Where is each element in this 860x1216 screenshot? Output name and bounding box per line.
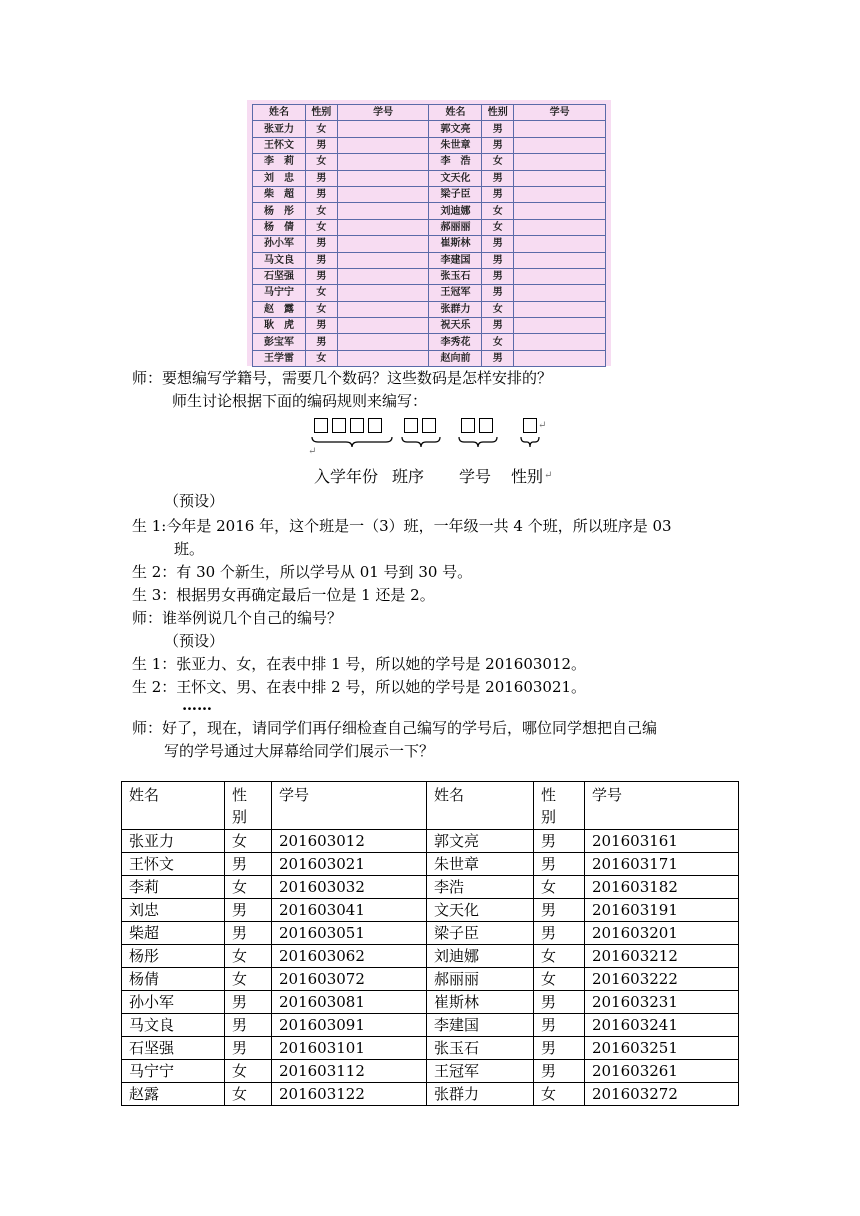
- table-row: [122, 899, 739, 922]
- roster-image-cell: [514, 285, 606, 301]
- table-cell: 郭文亮: [427, 830, 534, 853]
- table-cell: 男: [225, 922, 272, 945]
- table-row: [122, 830, 739, 853]
- roster-image-cell: 男: [305, 252, 337, 268]
- roster-image-cell: [514, 121, 606, 137]
- roster-image-header-cell: 姓名: [429, 105, 482, 121]
- roster-image-row: [253, 301, 606, 317]
- table-row: [122, 1037, 739, 1060]
- table-cell: 李浩: [427, 876, 534, 899]
- roster-image-cell: [337, 285, 429, 301]
- roster-image-row: [253, 137, 606, 153]
- roster-image-cell: 李建国: [429, 252, 482, 268]
- roster-image-header-cell: 姓名: [253, 105, 306, 121]
- table-row: [122, 1014, 739, 1037]
- teacher-question-1: 师：要想编写学籍号，需要几个数码？这些数码是怎样安排的？: [132, 369, 553, 387]
- roster-image-cell: [514, 301, 606, 317]
- table-cell: 郝丽丽: [427, 968, 534, 991]
- brace-number: [457, 436, 499, 448]
- table-cell: 女: [225, 876, 272, 899]
- discussion-intro: 师生讨论根据下面的编码规则来编写：: [172, 392, 428, 410]
- table-cell: 201603012: [272, 830, 427, 853]
- table-cell: 男: [534, 899, 585, 922]
- table-cell: 201603212: [585, 945, 739, 968]
- roster-image-cell: [337, 121, 429, 137]
- label-student-number: 学号: [459, 467, 492, 486]
- table-row: [122, 876, 739, 899]
- table-cell: 201603021: [272, 853, 427, 876]
- roster-image-row: [253, 170, 606, 186]
- roster-image-cell: 耿 虎: [253, 318, 306, 334]
- roster-image-cell: 男: [305, 170, 337, 186]
- digit-box: [368, 418, 382, 433]
- table-header-row: [122, 782, 739, 830]
- roster-image-cell: 男: [482, 318, 514, 334]
- roster-image-row: [253, 318, 606, 334]
- table-row: [122, 1083, 739, 1106]
- roster-image-header-cell: 性别: [482, 105, 514, 121]
- digit-box: [422, 418, 436, 433]
- teacher-instruction-cont: 写的学号通过大屏幕给同学们展示一下？: [164, 742, 435, 760]
- table-cell: 男: [534, 1037, 585, 1060]
- brace-year: [310, 436, 394, 448]
- roster-image-cell: 马文良: [253, 252, 306, 268]
- roster-image-cell: 柴 超: [253, 186, 306, 202]
- roster-image-table: [252, 104, 606, 367]
- table-cell: 男: [225, 1037, 272, 1060]
- roster-image-cell: [514, 334, 606, 350]
- table-cell: 201603072: [272, 968, 427, 991]
- table-cell: 201603062: [272, 945, 427, 968]
- table-cell: 刘迪娜: [427, 945, 534, 968]
- table-cell: 马文良: [122, 1014, 225, 1037]
- roster-image-cell: 男: [482, 121, 514, 137]
- table-row: [122, 945, 739, 968]
- roster-image: [247, 100, 611, 366]
- table-header-cell: 姓名: [122, 782, 225, 830]
- roster-image-row: [253, 219, 606, 235]
- table-row: [122, 968, 739, 991]
- roster-image-cell: 刘迪娜: [429, 203, 482, 219]
- roster-image-cell: [337, 219, 429, 235]
- roster-image-cell: [514, 318, 606, 334]
- roster-image-cell: [514, 203, 606, 219]
- roster-image-cell: 杨 彤: [253, 203, 306, 219]
- roster-image-cell: [337, 154, 429, 170]
- table-cell: 201603112: [272, 1060, 427, 1083]
- table-header-cell: 性 别: [225, 782, 272, 830]
- roster-image-cell: [514, 236, 606, 252]
- roster-image-cell: 女: [482, 334, 514, 350]
- label-gender: 性别: [511, 467, 544, 486]
- roster-image-cell: 马宁宁: [253, 285, 306, 301]
- roster-image-cell: [337, 301, 429, 317]
- roster-image-cell: 刘 忠: [253, 170, 306, 186]
- roster-image-cell: 祝天乐: [429, 318, 482, 334]
- student-number-table: [121, 781, 739, 1106]
- table-cell: 201603051: [272, 922, 427, 945]
- teacher-question-2: 师：谁举例说几个自己的编号？: [132, 609, 343, 627]
- roster-image-row: [253, 252, 606, 268]
- table-cell: 柴超: [122, 922, 225, 945]
- roster-image-cell: 张群力: [429, 301, 482, 317]
- table-cell: 男: [534, 1060, 585, 1083]
- roster-image-cell: 女: [305, 285, 337, 301]
- digit-box: [461, 418, 475, 433]
- roster-image-row: [253, 121, 606, 137]
- table-cell: 崔斯林: [427, 991, 534, 1014]
- roster-image-cell: 男: [305, 268, 337, 284]
- roster-image-row: [253, 236, 606, 252]
- table-cell: 女: [225, 830, 272, 853]
- table-cell: 201603182: [585, 876, 739, 899]
- table-cell: 李莉: [122, 876, 225, 899]
- table-cell: 男: [534, 830, 585, 853]
- table-cell: 女: [225, 1060, 272, 1083]
- table-cell: 杨倩: [122, 968, 225, 991]
- roster-image-cell: [514, 219, 606, 235]
- table-header-cell: 学号: [585, 782, 739, 830]
- table-cell: 女: [225, 968, 272, 991]
- roster-image-cell: 男: [305, 334, 337, 350]
- table-cell: 201603161: [585, 830, 739, 853]
- roster-image-cell: [337, 236, 429, 252]
- roster-image-cell: 女: [482, 154, 514, 170]
- roster-image-cell: 郭文亮: [429, 121, 482, 137]
- table-row: [122, 1060, 739, 1083]
- table-cell: 男: [534, 922, 585, 945]
- roster-image-cell: [337, 186, 429, 202]
- roster-image-cell: [514, 154, 606, 170]
- table-cell: 女: [534, 876, 585, 899]
- roster-image-cell: 男: [482, 350, 514, 366]
- return-arrow-icon: ↵: [308, 446, 317, 457]
- roster-image-cell: 赵 露: [253, 301, 306, 317]
- roster-image-cell: [514, 137, 606, 153]
- table-cell: 男: [534, 991, 585, 1014]
- table-cell: 文天化: [427, 899, 534, 922]
- roster-image-cell: 郝丽丽: [429, 219, 482, 235]
- table-cell: 马宁宁: [122, 1060, 225, 1083]
- table-cell: 201603261: [585, 1060, 739, 1083]
- table-cell: 男: [534, 853, 585, 876]
- table-cell: 201603032: [272, 876, 427, 899]
- roster-image-cell: 孙小军: [253, 236, 306, 252]
- digit-box: [332, 418, 346, 433]
- roster-image-row: [253, 154, 606, 170]
- table-cell: 石坚强: [122, 1037, 225, 1060]
- table-cell: 刘忠: [122, 899, 225, 922]
- label-class-order: 班序: [392, 467, 425, 486]
- roster-image-cell: 男: [482, 137, 514, 153]
- table-cell: 201603241: [585, 1014, 739, 1037]
- roster-image-cell: 男: [482, 268, 514, 284]
- roster-image-cell: 男: [482, 285, 514, 301]
- roster-image-cell: 李秀花: [429, 334, 482, 350]
- table-cell: 201603231: [585, 991, 739, 1014]
- roster-image-cell: 石坚强: [253, 268, 306, 284]
- roster-image-cell: 杨 倩: [253, 219, 306, 235]
- return-arrow-icon: ↵: [538, 420, 547, 431]
- label-enrollment-year: 入学年份: [314, 467, 379, 486]
- preset-label-1: （预设）: [164, 492, 225, 510]
- roster-image-cell: 王冠军: [429, 285, 482, 301]
- roster-image-cell: [337, 318, 429, 334]
- table-cell: 201603041: [272, 899, 427, 922]
- table-cell: 女: [534, 1083, 585, 1106]
- roster-image-cell: 女: [305, 219, 337, 235]
- roster-image-header-cell: 学号: [514, 105, 606, 121]
- table-cell: 朱世章: [427, 853, 534, 876]
- roster-image-cell: [514, 170, 606, 186]
- roster-image-cell: 男: [482, 170, 514, 186]
- roster-image-cell: 张玉石: [429, 268, 482, 284]
- digit-box: [404, 418, 418, 433]
- roster-image-cell: 男: [305, 186, 337, 202]
- roster-image-cell: [514, 350, 606, 366]
- table-cell: 女: [534, 945, 585, 968]
- roster-image-cell: [514, 252, 606, 268]
- table-header-cell: 姓名: [427, 782, 534, 830]
- brace-gender: [519, 436, 541, 448]
- table-header-cell: 性 别: [534, 782, 585, 830]
- student-answer-2: 生 2：有 30 个新生，所以学号从 01 号到 30 号。: [132, 563, 473, 581]
- digit-box: [314, 418, 328, 433]
- example-answer-1: 生 1：张亚力、女，在表中排 1 号，所以她的学号是 201603012。: [132, 655, 587, 673]
- table-cell: 女: [534, 968, 585, 991]
- roster-image-cell: 李 莉: [253, 154, 306, 170]
- table-cell: 201603251: [585, 1037, 739, 1060]
- roster-image-cell: 女: [305, 121, 337, 137]
- student-answer-1: 生 1:今年是 2016 年，这个班是一（3）班，一年级一共 4 个班，所以班序是 03: [132, 517, 672, 535]
- table-cell: 梁子臣: [427, 922, 534, 945]
- digit-box: [479, 418, 493, 433]
- roster-image-cell: 女: [482, 203, 514, 219]
- table-header-cell: 学号: [272, 782, 427, 830]
- roster-image-row: [253, 203, 606, 219]
- roster-image-cell: 女: [482, 219, 514, 235]
- roster-image-cell: 男: [305, 318, 337, 334]
- roster-image-cell: 男: [482, 186, 514, 202]
- roster-image-cell: 女: [305, 154, 337, 170]
- roster-image-cell: 王怀文: [253, 137, 306, 153]
- table-cell: 201603272: [585, 1083, 739, 1106]
- table-cell: 男: [225, 991, 272, 1014]
- roster-image-cell: [337, 203, 429, 219]
- roster-image-row: [253, 334, 606, 350]
- roster-image-cell: 男: [482, 252, 514, 268]
- roster-image-cell: [337, 334, 429, 350]
- roster-image-row: [253, 186, 606, 202]
- student-answer-1-cont: 班。: [174, 540, 205, 558]
- roster-image-cell: 朱世章: [429, 137, 482, 153]
- roster-image-cell: [337, 268, 429, 284]
- table-cell: 李建国: [427, 1014, 534, 1037]
- roster-image-row: [253, 268, 606, 284]
- return-arrow-icon: ↵: [544, 470, 553, 481]
- student-answer-3: 生 3：根据男女再确定最后一位是 1 还是 2。: [132, 586, 435, 604]
- table-cell: 张亚力: [122, 830, 225, 853]
- table-cell: 赵露: [122, 1083, 225, 1106]
- roster-image-cell: [337, 252, 429, 268]
- roster-image-cell: 女: [305, 203, 337, 219]
- example-answer-2: 生 2：王怀文、男、在表中排 2 号，所以她的学号是 201603021。: [132, 678, 587, 696]
- table-cell: 杨彤: [122, 945, 225, 968]
- roster-image-cell: [514, 268, 606, 284]
- roster-image-header: [253, 105, 606, 121]
- table-cell: 201603101: [272, 1037, 427, 1060]
- table-cell: 孙小军: [122, 991, 225, 1014]
- table-cell: 男: [225, 853, 272, 876]
- roster-image-cell: 崔斯林: [429, 236, 482, 252]
- table-cell: 王冠军: [427, 1060, 534, 1083]
- roster-image-body: [253, 121, 606, 367]
- table-cell: 张群力: [427, 1083, 534, 1106]
- table-cell: 男: [225, 1014, 272, 1037]
- table-cell: 201603091: [272, 1014, 427, 1037]
- teacher-instruction: 师：好了，现在，请同学们再仔细检查自己编写的学号后，哪位同学想把自己编: [132, 719, 658, 737]
- roster-image-row: [253, 285, 606, 301]
- roster-image-cell: 女: [482, 301, 514, 317]
- roster-image-cell: [514, 186, 606, 202]
- table-cell: 201603222: [585, 968, 739, 991]
- table-cell: 男: [225, 899, 272, 922]
- roster-image-row: [253, 350, 606, 366]
- roster-image-cell: 赵向前: [429, 350, 482, 366]
- digit-box: [350, 418, 364, 433]
- student-number-table-body: [122, 782, 739, 1106]
- roster-image-cell: 男: [305, 236, 337, 252]
- roster-image-cell: 彭宝军: [253, 334, 306, 350]
- table-cell: 王怀文: [122, 853, 225, 876]
- roster-image-cell: 男: [482, 236, 514, 252]
- table-cell: 张玉石: [427, 1037, 534, 1060]
- roster-image-cell: 张亚力: [253, 121, 306, 137]
- roster-image-header-cell: 性别: [305, 105, 337, 121]
- ellipsis: ……: [182, 696, 212, 714]
- roster-image-header-cell: 学号: [337, 105, 429, 121]
- table-row: [122, 853, 739, 876]
- table-cell: 201603171: [585, 853, 739, 876]
- table-cell: 201603191: [585, 899, 739, 922]
- roster-image-cell: 李 浩: [429, 154, 482, 170]
- roster-image-cell: 梁子臣: [429, 186, 482, 202]
- table-cell: 201603081: [272, 991, 427, 1014]
- table-cell: 男: [534, 1014, 585, 1037]
- brace-class: [400, 436, 442, 448]
- roster-image-cell: [337, 137, 429, 153]
- roster-image-cell: 文天化: [429, 170, 482, 186]
- table-cell: 201603201: [585, 922, 739, 945]
- roster-image-cell: 王学雷: [253, 350, 306, 366]
- digit-box: [523, 418, 537, 433]
- roster-image-cell: [337, 350, 429, 366]
- roster-image-cell: [337, 170, 429, 186]
- table-row: [122, 922, 739, 945]
- table-cell: 201603122: [272, 1083, 427, 1106]
- table-cell: 女: [225, 1083, 272, 1106]
- table-cell: 女: [225, 945, 272, 968]
- roster-image-cell: 女: [305, 301, 337, 317]
- roster-image-cell: 女: [305, 350, 337, 366]
- preset-label-2: （预设）: [164, 632, 225, 650]
- code-rule-diagram: [306, 414, 566, 494]
- roster-image-cell: 男: [305, 137, 337, 153]
- table-row: [122, 991, 739, 1014]
